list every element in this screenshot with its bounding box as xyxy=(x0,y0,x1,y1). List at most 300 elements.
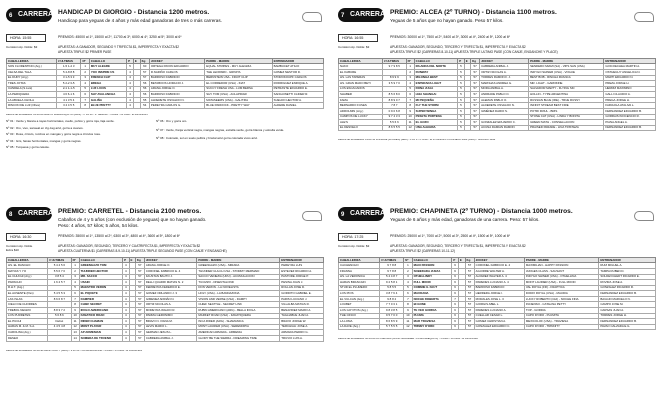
column-header: JOCKEY xyxy=(144,258,197,263)
table-cell: 57 xyxy=(465,268,474,274)
table-cell: JUDGES CLASS - SAUSANT xyxy=(524,268,598,274)
table-cell: LOS PIOS xyxy=(339,291,380,297)
table-cell: MAESTRO VERÓN xyxy=(79,285,123,291)
table-cell: 2-1 1-1-5 xyxy=(56,86,81,92)
table-cell: VILLALBA MATIAS R. xyxy=(280,302,324,308)
commission: Comisión Ap. Doble: $3 xyxy=(338,244,370,248)
table-cell: 13 xyxy=(71,330,79,336)
column-header: CABALLO xyxy=(89,59,126,64)
table-cell: 4 xyxy=(71,280,79,286)
race-number: 9 xyxy=(341,212,345,218)
table-cell: CUELLAR CESAR L. xyxy=(474,313,524,319)
table-cell: RIDER CHAMAN xyxy=(79,319,123,325)
table-cell: 57 xyxy=(465,308,474,314)
table-cell: EL VULCAN (Arg.) xyxy=(339,296,380,302)
table-cell: 7 xyxy=(406,97,414,103)
table-cell: 9 7 8 8 xyxy=(380,263,404,269)
table-cell: GREENGAZO TOM xyxy=(79,263,123,269)
table-cell: LA DAVE (Arg.) xyxy=(339,324,380,330)
table-cell: 2 xyxy=(81,69,89,75)
column-header: E xyxy=(464,59,470,64)
entries-table xyxy=(338,257,656,330)
table-cell: 57 xyxy=(135,263,144,269)
table-cell: 7 7 0 3 1 xyxy=(380,302,404,308)
table-cell: 6 xyxy=(404,291,412,297)
table-cell: CAMPOS DE LUCKY xyxy=(339,114,383,120)
race-7-panel xyxy=(338,6,656,141)
table-cell: GALLI CLAUDIO A. xyxy=(604,92,656,98)
table-cell: LUZ LUCIS xyxy=(89,86,126,92)
table-cell: 14 xyxy=(71,336,79,342)
table-cell: 57 xyxy=(471,75,480,81)
race-header xyxy=(6,6,324,34)
distance-record: Récord de la distancia: 01-10-09 HARTO BURRASQUITO (ARG) - 1' 09"00 - P. Sanchez - 5 Años - 61 Kilos - el 20/10/2005 xyxy=(6,114,148,117)
table-cell: HOLLIN - TYPE ARGENTINA xyxy=(529,92,604,98)
table-cell: FERNANDEZ EDUARDO B. xyxy=(604,109,656,115)
table-cell: 6 xyxy=(452,280,459,286)
table-cell: MILONGA BEST xyxy=(414,75,458,81)
table-cell: 57 xyxy=(135,330,144,336)
column-header: # ULTIMAS xyxy=(56,59,81,64)
column-header: PADRE - MADRE xyxy=(529,59,604,64)
table-cell: CELSA DEL TALA xyxy=(7,69,57,75)
table-cell: 54 xyxy=(140,103,149,109)
table-cell: 3 8 7 6 4 xyxy=(380,291,404,297)
table-cell: MORALES JOSE L. 3 xyxy=(474,296,524,302)
column-header: CABALLERIZA xyxy=(339,59,383,64)
table-cell: GERMAN JESUS L. xyxy=(144,330,197,336)
table-cell: 5 xyxy=(458,86,464,92)
table-cell: RUBIN AMERICANO (ARG) - BELLA IDOLA xyxy=(197,308,280,314)
table-cell: BREGA xyxy=(89,81,126,87)
table-cell: MAR TRAVIESA xyxy=(412,319,452,325)
table-cell: SOBEDADA JUEZA xyxy=(412,268,452,274)
logo-text: CARRERA xyxy=(18,210,53,217)
table-cell: EL CHUCHI (Arg.) xyxy=(7,274,48,280)
table-cell: 10 xyxy=(71,313,79,319)
table-cell: 6 xyxy=(452,263,459,269)
table-cell: 12 xyxy=(71,324,79,330)
table-cell: 4 xyxy=(123,291,129,297)
table-cell: 57 xyxy=(135,268,144,274)
column-header: ENTRENADOR xyxy=(280,258,324,263)
table-cell: SON FLORENTINO (Arg.) xyxy=(7,64,57,70)
table-cell: INDYGO SHINER (USA) - OTHELLINA xyxy=(524,274,598,280)
column-header: ENTRENADOR xyxy=(599,258,656,263)
table-cell: 8 8 3 7 2 xyxy=(48,308,71,314)
table-cell: 1 xyxy=(71,263,79,269)
table-cell: PETRASTE EDUARDO E. xyxy=(272,86,323,92)
race-conditions: Yeguas de 6 años y más edad, ganadoras de una carrera. Peso: 57 kilos. xyxy=(390,217,540,222)
table-cell: 11 xyxy=(406,120,414,126)
race-conditions: Handicap para yeguas de 4 años y más edad ganadoras de tres o más carreras. xyxy=(58,18,222,23)
table-cell: DOÑA JULIA xyxy=(414,86,458,92)
table-cell: SALVADOR MARTY - FLYING SKI xyxy=(529,86,604,92)
table-cell: 6 xyxy=(406,92,414,98)
table-cell: AMERICAN ARMADA - ARMENIA xyxy=(197,330,280,336)
table-cell: IRLANDA DEL NORTE xyxy=(414,64,458,70)
table-cell: GONZALEZ EDUARDO C. xyxy=(474,324,524,330)
table-cell: SHABER xyxy=(339,92,383,98)
table-cell: 57 xyxy=(135,291,144,297)
table-cell: RODRIGUEZ ENRIQUE A. xyxy=(272,81,323,87)
table-cell: PARISI LUCIANO J. xyxy=(280,296,324,302)
table-cell: BARROSO FABRICIO xyxy=(149,92,204,98)
table-cell: THUNDER GULCH USA - STORMY MERMAID xyxy=(197,268,280,274)
table-cell: 5 xyxy=(458,97,464,103)
table-cell: TRINNY D'ORO xyxy=(412,324,452,330)
table-cell: CHIEF SEATTLE - SECRET LINK xyxy=(197,302,280,308)
table-cell: MOREYRA WALDO R. xyxy=(144,308,197,314)
commission-extra: Extra $10 xyxy=(6,248,19,252)
table-cell: PEREYRA LUIS xyxy=(280,263,324,269)
table-cell: 57 xyxy=(135,302,144,308)
table-cell: 8 6 5 5 5 xyxy=(383,125,407,131)
table-cell: THE CINCO xyxy=(339,313,380,319)
table-cell: 9 xyxy=(71,308,79,314)
table-cell: 57 xyxy=(135,274,144,280)
carrera-logo xyxy=(6,207,52,221)
table-cell: DESEO xyxy=(7,336,48,342)
table-cell: BRAVO JORGE W. xyxy=(280,319,324,325)
table-cell: 4 6 6-1 6 xyxy=(56,92,81,98)
table-cell: 9 xyxy=(404,308,412,314)
table-cell: CABRERA ANIBAL J. xyxy=(144,336,197,342)
table-cell: 4 xyxy=(123,313,129,319)
bets: APUESTAS: GANADOR, SEGUNDO, TERCERO Y TRIFECTA $1, IMPERFECTA Y EXACTA $2 xyxy=(390,244,526,248)
table-cell: HERRIZ MAXIMINO xyxy=(604,86,656,92)
table-cell: BLUE PADDOCK - PRETTY WAY xyxy=(205,103,272,109)
table-cell: 5 xyxy=(458,64,464,70)
table-cell: PAREDES LUCIANO A. xyxy=(474,308,524,314)
table-cell: TAGLIABUE JUAN A. xyxy=(280,313,324,319)
table-cell: ROVIRA JOSE A. xyxy=(599,280,656,286)
table-cell: GONZALEZ EDUARDO C. xyxy=(480,120,529,126)
table-cell: 4 xyxy=(127,92,134,98)
table-cell: 57 xyxy=(465,263,474,269)
table-cell: MATIAS Y YO xyxy=(7,268,48,274)
table-cell: BAMBUCET ATILIO xyxy=(272,64,323,70)
table-cell: VISION AND VERSE (USA) - DAMPY xyxy=(197,296,280,302)
table-cell: EL GOZO xyxy=(414,120,458,126)
column-header: CABALLERIZA xyxy=(7,59,57,64)
table-cell: CANDELA (S.Luis) xyxy=(7,86,57,92)
table-cell: INCA RIDER (ARG) - SHAMANICA xyxy=(197,319,280,325)
table-cell: LA LOMA xyxy=(339,319,380,325)
table-cell: 6 xyxy=(452,285,459,291)
race-prizes: PREMIOS: 25000 al 1º, 7000 al 2º, 5000 al 3º, 2500 al 4º, 1500 al 5º, 1000 al 6º xyxy=(390,234,510,238)
table-cell: PAREDES LUCIANO A. 4 xyxy=(474,280,524,286)
table-cell: 4 xyxy=(123,330,129,336)
bets: APUESTAS: GANADOR, SEGUNDO, TERCERO Y CUATRIFECTA $1, IMPERFECTA Y EXACTA $2 xyxy=(58,244,201,248)
table-cell: 5 2-2 3-5 xyxy=(56,81,81,87)
table-cell: 9 8 3 8 5 xyxy=(380,308,404,314)
table-cell: 57 xyxy=(135,324,144,330)
table-cell: 57 xyxy=(135,308,144,314)
table-cell: SANGUINETTI CLIDER R. xyxy=(272,92,323,98)
table-cell: 7 xyxy=(81,97,89,103)
table-cell: GOICOECHEA MARTIN A. xyxy=(604,64,656,70)
entries-table xyxy=(6,257,324,342)
table-cell: 6 xyxy=(452,313,459,319)
table-cell: 5 xyxy=(458,75,464,81)
table-cell: MAUDANA xyxy=(412,291,452,297)
table-cell: ANDRADE PABLO O. xyxy=(480,92,529,98)
table-cell: LA PERIQUERA xyxy=(7,92,57,98)
table-cell: YOU INSPIRE US xyxy=(89,69,126,75)
table-cell: 57 xyxy=(471,125,480,131)
column-header: CABALLERIZA xyxy=(339,258,380,263)
table-cell: AP ARMENIAN xyxy=(79,330,123,336)
race-header xyxy=(338,205,656,233)
table-cell: 9 7 4 3 3 xyxy=(383,114,407,120)
table-cell: 9 7 8 8 xyxy=(380,268,404,274)
column-header: JOCKEY xyxy=(474,258,524,263)
table-cell: 4 xyxy=(123,336,129,342)
table-cell: 5 xyxy=(458,103,464,109)
column-header: E xyxy=(129,258,135,263)
table-cell: 4 xyxy=(123,324,129,330)
column-header: CABALLERIZA xyxy=(7,258,48,263)
table-cell: 4 xyxy=(127,86,134,92)
table-cell: HS. LA VERÓNICA xyxy=(339,274,380,280)
column-header: PADRE - MADRE xyxy=(524,258,598,263)
table-cell: 57 xyxy=(471,81,480,87)
table-cell: 57 xyxy=(465,274,474,280)
table-cell: ORTIZ NICOLAS A. xyxy=(144,302,197,308)
bets-extra: APUESTA TRIPLE $2 (CARRERAS 10-11-12) xyxy=(390,249,456,253)
race-number: 6 xyxy=(9,13,13,19)
table-cell: 6 xyxy=(452,291,459,297)
table-cell: 57 xyxy=(471,103,480,109)
table-cell: 5 8 5 5 xyxy=(380,285,404,291)
column-header: CABALLO xyxy=(414,59,458,64)
distance-record: Récord de la distancia: 11-01-11 PINNACE (FLORES) (BRZ) - 1'05"0 - P. Arce - el 17/08/2014 J.CONSEJO 2002 (ARG) - ISIDORO 1993 xyxy=(338,138,496,141)
table-cell: ARMADA PEDRO G. xyxy=(280,330,324,336)
table-cell: ROLLAN JOSE D. xyxy=(280,285,324,291)
swoosh-logo-icon xyxy=(634,211,654,221)
table-cell: 5 xyxy=(458,92,464,98)
table-cell: 8 6 6 8 7 xyxy=(48,296,71,302)
column-header: P xyxy=(452,258,459,263)
table-cell: 7 xyxy=(452,296,459,302)
table-cell: PAPACHO xyxy=(7,280,48,286)
table-cell: 8 8 9 0 7 xyxy=(383,97,407,103)
column-header: CABALLO xyxy=(79,258,123,263)
table-cell: 4 xyxy=(123,308,129,314)
table-cell: 3 5 9 7 0 xyxy=(383,81,407,87)
table-cell: 7 xyxy=(404,296,412,302)
table-cell: HARAS M. & M. S.A. xyxy=(7,324,48,330)
table-cell: ORTIZ NICOLAS A. xyxy=(480,69,529,75)
column-header: PADRE - MADRE xyxy=(197,258,280,263)
table-cell: 8 xyxy=(406,103,414,109)
table-cell: 3 4 4 5 5 xyxy=(56,103,81,109)
table-cell: 1 6 4 5 7 xyxy=(48,280,71,286)
table-cell: 57 xyxy=(465,313,474,319)
table-cell: CAPO D'ORO - PLUMITA xyxy=(524,313,598,319)
table-cell: INFINIT STREAM BEST FIRE xyxy=(529,103,604,109)
race-9-panel xyxy=(338,205,656,340)
table-cell: FERNANDEZ EDUARDO B. xyxy=(604,125,656,131)
table-cell: GORRAIS INOCENCIO R. xyxy=(604,114,656,120)
distance-record: Récord de la distancia: 02-05-09 LA CARORA (GOOD GRANDEE - LA MUNDEQUITA) - 5 Años - 58 Kilos - el 11/05/1999 xyxy=(338,337,478,340)
table-cell: MONT LAURIER (USA) - SERENDIPIA xyxy=(197,324,280,330)
table-cell: LOS ESCACADOS xyxy=(339,86,383,92)
table-cell: FLY THE STORM xyxy=(414,103,458,109)
table-cell: 6 xyxy=(452,268,459,274)
race-6-panel xyxy=(6,6,324,150)
table-cell: DON VERON - LA NOVELISTA xyxy=(197,285,280,291)
table-cell: BAGGIO MARCELO N. xyxy=(599,296,656,302)
table-cell: OTHELLINDY xyxy=(412,274,452,280)
table-cell: CABRERA ANIBAL J. xyxy=(480,64,529,70)
table-cell: NAKO xyxy=(339,64,383,70)
column-header: E xyxy=(133,59,140,64)
silks-notes xyxy=(6,120,324,152)
table-cell: STONE CAT (USA) - LINDA Y BONITA xyxy=(529,114,604,120)
table-cell: 3 xyxy=(406,75,414,81)
table-cell: BEST BOB - RINCHA FRANCA xyxy=(529,75,604,81)
table-cell: EL AUSENTE (Pan) xyxy=(7,291,48,297)
table-cell: FANATICO ROAD xyxy=(79,313,123,319)
table-cell: 4 xyxy=(404,280,412,286)
table-cell xyxy=(48,336,71,342)
table-cell: CORONEL FABRICIO E. 4 xyxy=(474,263,524,269)
table-cell: 1 xyxy=(81,64,89,70)
table-cell: 9 8 8 4 xyxy=(380,296,404,302)
table-cell: 8 xyxy=(404,302,412,308)
table-cell: 57 xyxy=(465,296,474,302)
race-title: PREMIO: CARRETEL - Distancia 2100 metros. xyxy=(58,208,202,215)
table-cell: 5 4-8 8 8 xyxy=(56,69,81,75)
column-header: CABALLO xyxy=(412,258,452,263)
silk-note: Nº 02 : Oro, vivo, sanseal en zig-zag azul, gorra a cuanos. xyxy=(6,125,84,130)
table-cell: BRAVO N. IVANA M. xyxy=(144,319,197,325)
column-header: P xyxy=(123,258,129,263)
table-cell: 57 xyxy=(465,302,474,308)
table-cell: FULL MOOD xyxy=(412,280,452,286)
race-header xyxy=(6,205,324,233)
table-row xyxy=(339,125,656,131)
table-cell: GORDITO GABRIEL E. xyxy=(280,291,324,297)
table-cell: SUCCY FRESH USA - LUM BERSA xyxy=(205,86,272,92)
table-cell: 57 xyxy=(471,64,480,70)
table-row xyxy=(339,324,656,330)
carrera-logo xyxy=(338,207,384,221)
table-cell: FRANNA xyxy=(339,268,380,274)
entries-table xyxy=(338,58,656,131)
table-cell: CAPO D'ORO - TRINNITY xyxy=(524,324,598,330)
table-cell: 4 xyxy=(127,75,134,81)
race-time: HORA: 17:25 xyxy=(338,233,378,241)
bets: APUESTAS: A GANADOR, SEGUNDO Y TRIFECTA $1, IMPERFECTA Y EXACTA $2 xyxy=(58,45,179,49)
table-cell: INDYGO SHINER (USA) - VOGUE xyxy=(529,69,604,75)
column-header: E xyxy=(458,258,465,263)
column-header: # ULTIMAS xyxy=(383,59,407,64)
silk-note: Nº 03 : Rosa, círculo, rombos en mangas y gorra negra a círculos rosa. xyxy=(6,132,101,137)
table-cell: 5 xyxy=(404,285,412,291)
table-cell: LOUBET xyxy=(339,302,380,308)
table-cell: TORRES JORGE H. xyxy=(599,313,656,319)
table-cell: HOLY (USA) - LA BANDAZONA xyxy=(197,291,280,297)
table-cell: 4 xyxy=(123,285,129,291)
column-header: ENTRENADOR xyxy=(272,59,323,64)
table-cell: ALVAREZ WALTER A. 4 xyxy=(474,274,524,280)
table-cell: 11 xyxy=(404,319,412,325)
table-cell: SOMBRA DE TRUENO xyxy=(79,336,123,342)
table-cell: TOP - GORDIA xyxy=(524,308,598,314)
race-conditions: Caballos de 4 y 5 años (con exclusión de yeguas) que no hayan ganado. xyxy=(58,217,207,222)
table-cell: ALDERETE OSVALDO N. xyxy=(149,97,204,103)
table-cell: 0 9 0 6 8 xyxy=(383,109,407,115)
column-header: Nº xyxy=(71,258,79,263)
table-cell: 10 xyxy=(404,313,412,319)
column-header: Nº xyxy=(404,258,412,263)
table-cell: 57 xyxy=(465,285,474,291)
table-cell: GIMENEZ ADRIÁN N. xyxy=(144,296,197,302)
table-cell: PREGA JORGE H. xyxy=(604,97,656,103)
table-cell: 60 xyxy=(140,64,149,70)
table-cell: 9 7 9 8 5 xyxy=(383,64,407,70)
table-cell: 5 xyxy=(81,86,89,92)
column-header: JOCKEY xyxy=(149,59,204,64)
table-cell: CHIEF SECRET xyxy=(79,302,123,308)
table-cell: TRUVIO LUIS A. xyxy=(280,336,324,342)
table-cell: STUD EL PLUMERO xyxy=(339,285,380,291)
table-cell: 1-5 1-2 3 xyxy=(56,64,81,70)
table-cell: PAVAO CALZADA E.G. xyxy=(599,324,656,330)
table-cell: 3 xyxy=(404,274,412,280)
table-cell: FERNANDEZ EDUARDO B. xyxy=(599,319,656,325)
table-cell: FERNANDEZ EDUARDO B. xyxy=(599,291,656,297)
table-cell: 8 9 9 9 xyxy=(383,75,407,81)
race-conditions-weight: Peso: 4 años, 57 kilos; 5 años, 54 kilos. xyxy=(58,223,139,228)
table-cell: RUNWAY xyxy=(414,69,458,75)
table-cell: FARIAOLA ATALIVA L. xyxy=(604,103,656,109)
table-cell: 57 xyxy=(135,280,144,286)
table-cell: 57 xyxy=(471,97,480,103)
table-cell xyxy=(133,103,140,109)
table-cell: SUPER WINGA xyxy=(414,109,458,115)
table-cell: 7 xyxy=(71,296,79,302)
commission: Comisión Ap. Doble xyxy=(6,244,33,248)
table-cell: SHY AVALANCHA xyxy=(89,92,126,98)
table-cell: 5 7 5 5 5 xyxy=(380,324,404,330)
commission: Comisión Ap. Doble: $3 xyxy=(6,45,38,49)
column-header: P xyxy=(458,59,464,64)
table-cell: BERNSTEIN USA - FRUIT CLIP xyxy=(205,75,272,81)
table-cell: PREZA JORGE H. xyxy=(604,81,656,87)
table-cell: 6 xyxy=(452,319,459,325)
table-cell: 57 xyxy=(465,319,474,325)
column-header: Kg xyxy=(471,59,480,64)
table-cell: 8 5 6 8 0 xyxy=(383,92,407,98)
column-header: Kg xyxy=(465,258,474,263)
table-cell: ALEMAN PABLO O. xyxy=(480,97,529,103)
table-cell: FERREYRA FEDERICO E. xyxy=(144,285,197,291)
table-cell: 2 xyxy=(71,268,79,274)
table-cell: FRENCH CLIP xyxy=(89,75,126,81)
table-cell: 4 xyxy=(123,268,129,274)
carrera-logo xyxy=(6,8,52,22)
table-cell: 4 xyxy=(123,319,129,325)
table-row xyxy=(7,336,324,342)
bets-extra: APUESTA CUATERNA $1 (CARRERAS 8-9-10-11) APUESTA TRIPLE SEGUNDO PASE (CON CANJE Y ENGANCHE) xyxy=(58,249,227,253)
silk-note: Nº 01 : Verde y blanca a rayas horizontales, cuello, puños y gorra roja, faja verde. xyxy=(6,119,115,124)
table-cell: MI PEQUEÑA xyxy=(414,97,458,103)
race-prizes: PREMIOS: 35000 al 1º, 13500 al 2º, 6300 al 3º, 4800 al 4º, 3600 al 5º, 1800 al 6º xyxy=(58,234,180,238)
